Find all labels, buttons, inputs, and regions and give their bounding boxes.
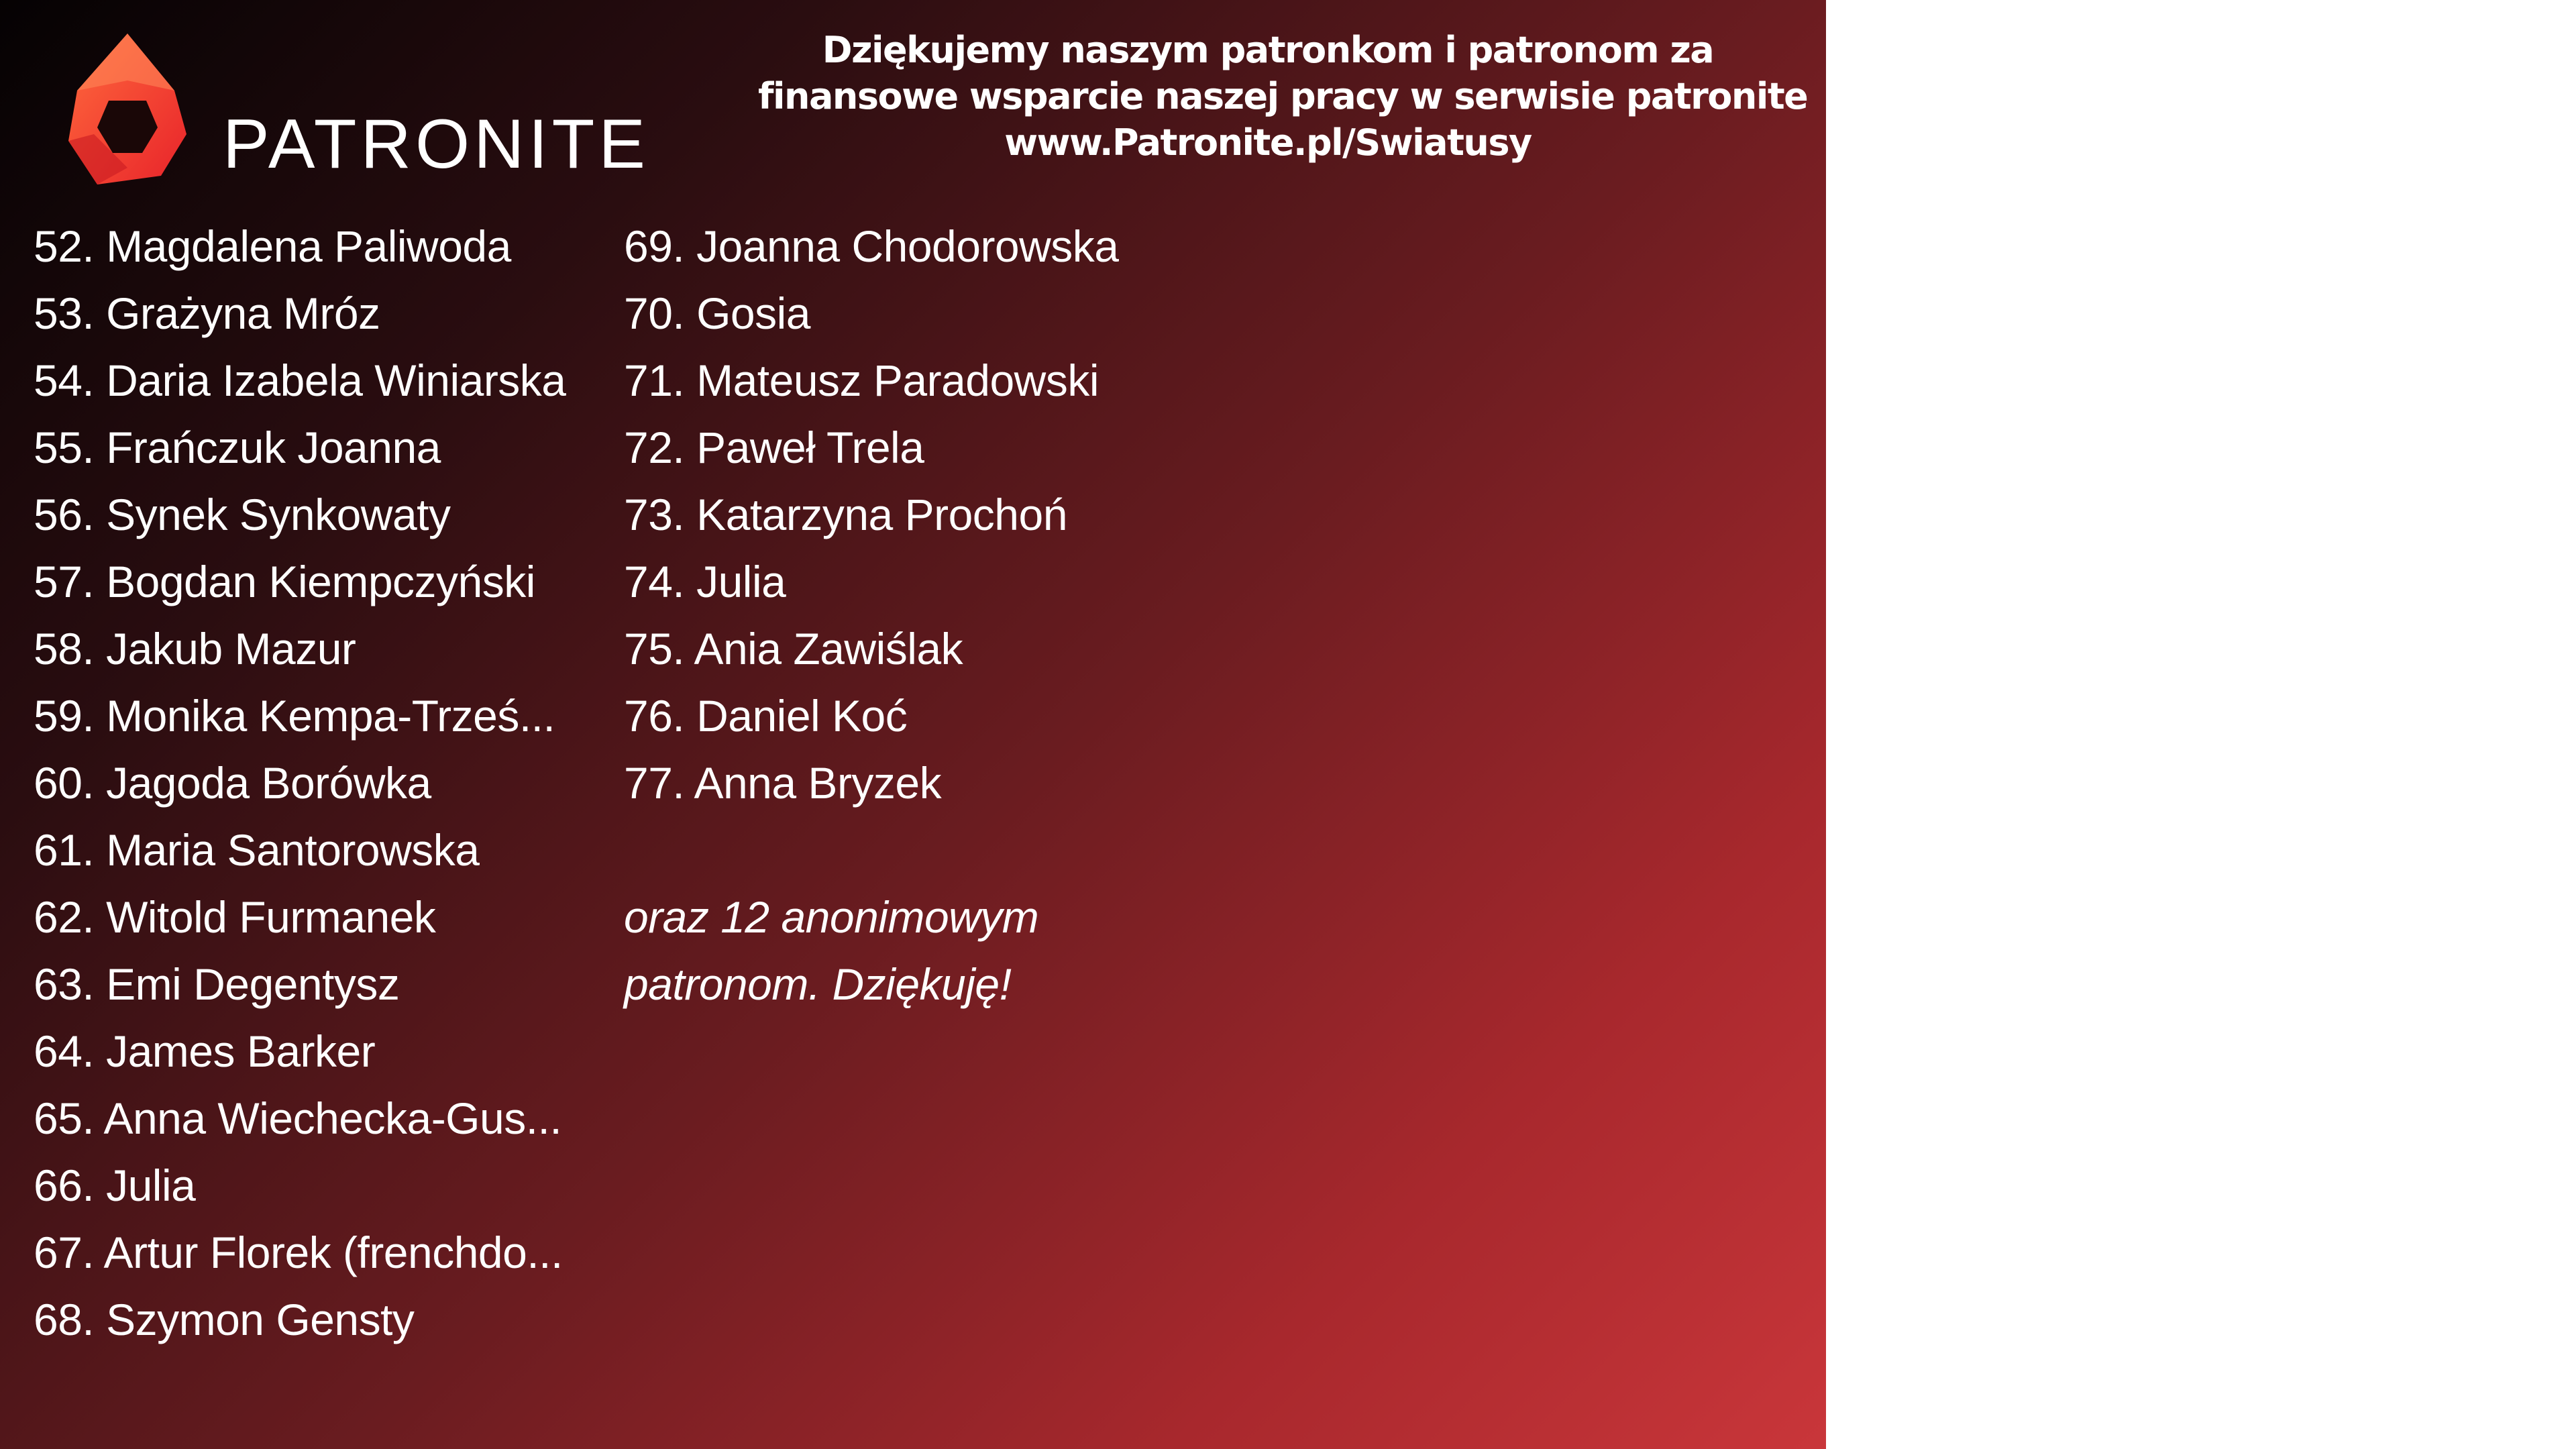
patronite-flame-icon <box>67 34 188 184</box>
patron-item: 74. Julia <box>624 557 786 606</box>
patron-list-right <box>624 213 1119 816</box>
patron-item: 64. James Barker <box>34 1026 376 1076</box>
patron-item: 58. Jakub Mazur <box>34 624 356 674</box>
patron-item: 68. Szymon Gensty <box>34 1295 415 1344</box>
patron-item: 53. Grażyna Mróz <box>34 288 380 338</box>
header-url[interactable]: www.Patronite.pl/Swiatusy <box>1004 121 1532 164</box>
thanks-line-2: patronom. Dziękuję! <box>624 959 1012 1009</box>
thanks-line-1: oraz 12 anonimowym <box>624 892 1039 942</box>
header-line-1: Dziękujemy naszym patronkom i patronom za <box>822 29 1714 71</box>
patron-item: 76. Daniel Koć <box>624 691 908 741</box>
patron-item: 62. Witold Furmanek <box>34 892 436 942</box>
blank-canvas-area <box>1826 0 2576 1449</box>
patron-item: 77. Anna Bryzek <box>624 758 942 808</box>
wordmark-text: PATRONITE <box>223 113 649 173</box>
patron-item: 66. Julia <box>34 1161 196 1210</box>
patron-item: 61. Maria Santorowska <box>34 825 480 875</box>
patron-item: 57. Bogdan Kiempczyński <box>34 557 535 606</box>
patron-item: 72. Paweł Trela <box>624 423 924 472</box>
patron-item: 70. Gosia <box>624 288 810 338</box>
patron-item: 52. Magdalena Paliwoda <box>34 221 511 271</box>
patron-item: 75. Ania Zawiślak <box>624 624 963 674</box>
patron-item: 63. Emi Degentysz <box>34 959 400 1009</box>
patron-item: 56. Synek Synkowaty <box>34 490 451 539</box>
patron-list-left <box>34 213 566 1353</box>
patronite-logo[interactable] <box>67 34 657 188</box>
patronite-wordmark <box>223 113 652 173</box>
patron-item: 55. Frańczuk Joanna <box>34 423 441 472</box>
patron-item: 65. Anna Wiechecka-Gus... <box>34 1093 562 1143</box>
patron-item: 67. Artur Florek (frenchdo... <box>34 1228 563 1277</box>
patron-item: 71. Mateusz Paradowski <box>624 356 1099 405</box>
patron-item: 60. Jagoda Borówka <box>34 758 431 808</box>
patron-item: 73. Katarzyna Prochoń <box>624 490 1067 539</box>
patron-item: 69. Joanna Chodorowska <box>624 221 1119 271</box>
header-thanks-text <box>758 27 1808 166</box>
anonymous-thanks-note <box>624 883 1038 1018</box>
header-line-2: finansowe wsparcie naszej pracy w serwisie patronite <box>758 75 1808 117</box>
patron-item: 59. Monika Kempa-Trześ... <box>34 691 555 741</box>
patron-item: 54. Daria Izabela Winiarska <box>34 356 566 405</box>
